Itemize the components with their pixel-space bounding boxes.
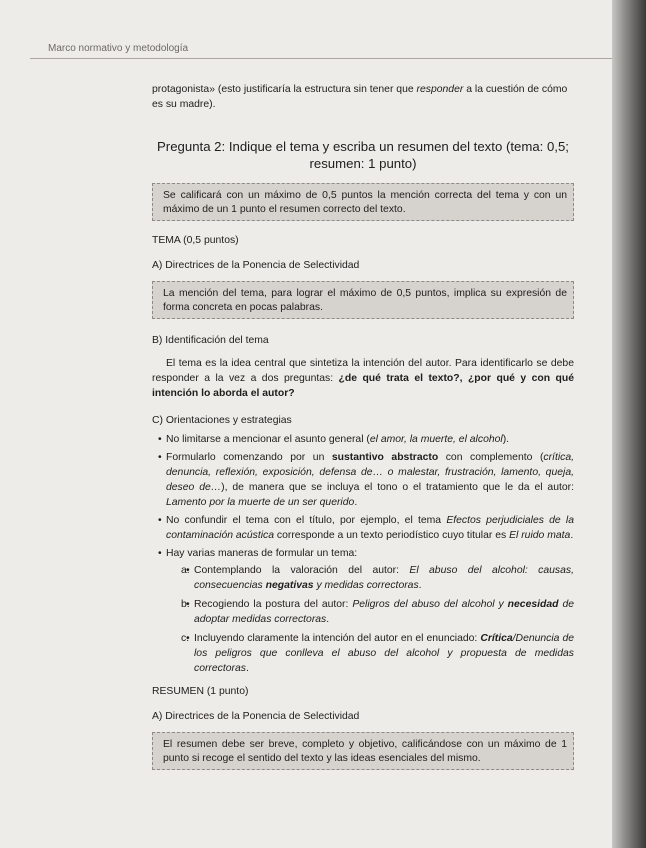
list-item: • Hay varias maneras de formular un tema: • a. Contemplando la valoración del autor: El abuso del alcohol: causas, consecuencias negativas y medidas correctoras. • b. Recogiendo la postura del autor: Peligros del abuso del alcohol y necesidad de adoptar medidas correctoras. • c. Incluyendo claramente la intención del autor en el enunciado: Crítica/Denuncia de los peligros que conlleva el abuso del alcohol y propuesta de medidas correctoras.	[166, 546, 574, 676]
question-heading: Pregunta 2: Indique el tema y escriba un resumen del texto (tema: 0,5; resumen: 1 punto)	[157, 139, 569, 171]
list-item: • c. Incluyendo claramente la intención del autor en el enunciado: Crítica/Denuncia de los peligros que conlleva el abuso del alcohol y propuesta de medidas correctoras.	[194, 631, 574, 676]
intro-paragraph: protagonista» (esto justificaría la estructura sin tener que responder a la cuestión de cómo es su madre).	[152, 84, 568, 110]
grading-box: Se calificará con un máximo de 0,5 puntos la mención correcta del tema y con un máximo de un 1 punto el resumen correcto del texto.	[152, 183, 574, 221]
tema-c-title: C) Orientaciones y estrategias	[152, 415, 292, 426]
tema-heading: TEMA (0,5 puntos)	[152, 235, 239, 246]
strategy-list	[152, 432, 574, 676]
running-header: Marco normativo y metodología	[48, 43, 189, 54]
formulation-list	[166, 563, 574, 676]
tema-a-title: A) Directrices de la Ponencia de Selectividad	[152, 260, 360, 271]
page-content	[152, 82, 574, 770]
resumen-directive-box: El resumen debe ser breve, completo y objetivo, calificándose con un máximo de 1 punto si recoge el sentido del texto y las ideas esenciales del mismo.	[152, 732, 574, 770]
tema-directive-box: La mención del tema, para lograr el máximo de 0,5 puntos, implica su expresión de forma concreta en pocas palabras.	[152, 281, 574, 319]
header-rule	[30, 58, 612, 59]
resumen-a-title: A) Directrices de la Ponencia de Selectividad	[152, 711, 360, 722]
list-item: • No confundir el tema con el título, por ejemplo, el tema Efectos perjudiciales de la contaminación acústica corresponde a un texto periodístico cuyo titular es El ruido mata.	[166, 513, 574, 543]
list-item: • a. Contemplando la valoración del autor: El abuso del alcohol: causas, consecuencias negativas y medidas correctoras.	[194, 563, 574, 593]
tema-b-title: B) Identificación del tema	[152, 335, 269, 346]
list-item: • Formularlo comenzando por un sustantivo abstracto con complemento (crítica, denuncia, reflexión, exposición, defensa de… o malestar, frustración, lamento, queja, deseo de…), de manera que se incluya el tono o el tratamiento que le da el autor: Lamento por la muerte de un ser querido.	[166, 450, 574, 510]
tema-b-paragraph: El tema es la idea central que sintetiza la intención del autor. Para identificarlo se debe responder a la vez a dos preguntas: ¿de qué trata el texto?, ¿por qué y con qué intención lo aborda el autor?	[152, 358, 574, 399]
resumen-heading: RESUMEN (1 punto)	[152, 686, 249, 697]
book-spine-shadow	[612, 0, 646, 848]
list-item: • No limitarse a mencionar el asunto general (el amor, la muerte, el alcohol).	[166, 432, 574, 447]
list-item: • b. Recogiendo la postura del autor: Peligros del abuso del alcohol y necesidad de adoptar medidas correctoras.	[194, 597, 574, 627]
